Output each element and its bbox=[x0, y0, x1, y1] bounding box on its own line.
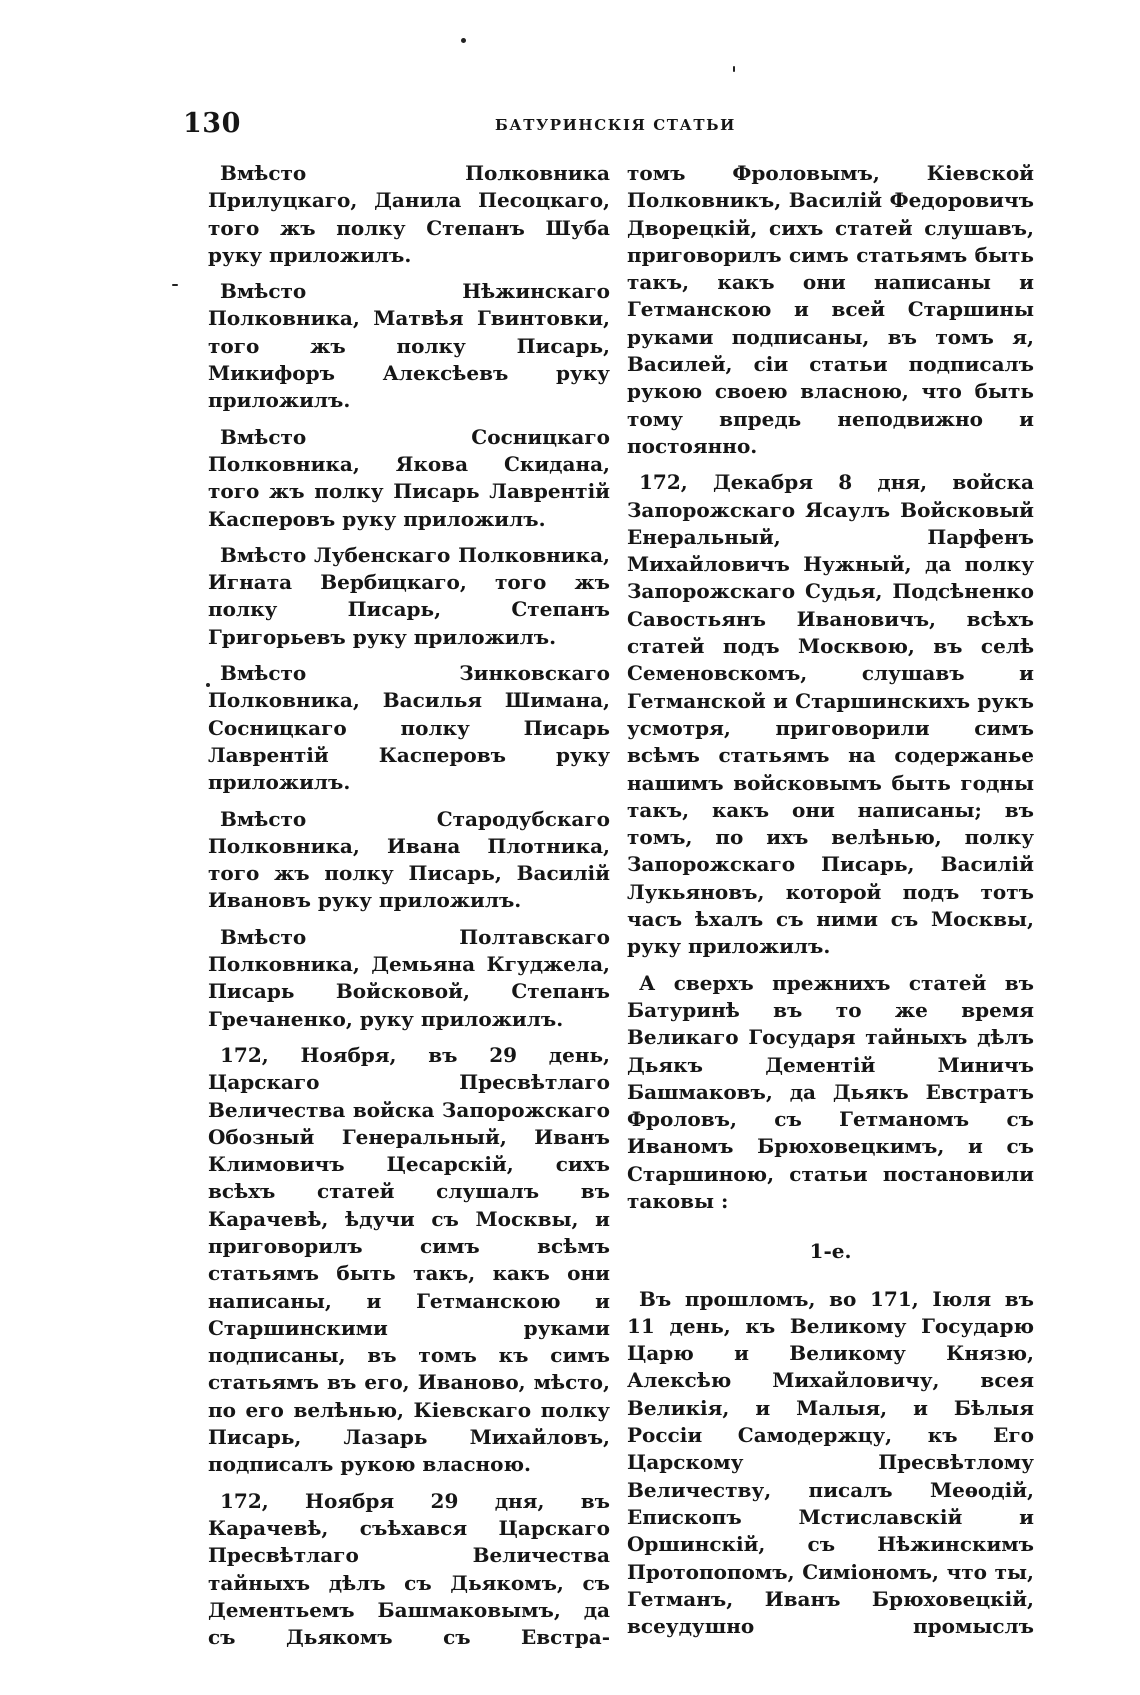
paragraph: томъ Фроловымъ, Кіевской Полковникъ, Василій Федоровичъ Дворецкій, сихъ статей слушавъ, приговорилъ симъ статьямъ быть такъ, какъ они написаны и Гетманскою и всей Старшины руками подписаны, въ томъ я, Василей, сіи статьи подписалъ рукою своею власною, что быть тому впредь неподвижно и постоянно. bbox=[627, 161, 1034, 458]
paragraph: Вмѣсто Зинковскаго Полковника, Василья Шимана, Сосницкаго полку Писарь Лаврентій Касперовъ руку приложилъ. bbox=[208, 661, 610, 795]
page-header bbox=[183, 108, 1053, 148]
print-speck bbox=[172, 284, 178, 286]
paragraph: Вмѣсто Сосницкаго Полковника, Якова Скидана, того жъ полку Писарь Лаврентій Касперовъ руку приложилъ. bbox=[208, 424, 610, 531]
paragraph: Вмѣсто Полковника Прилуцкаго, Данила Песоцкаго, того жъ полку Степанъ Шуба руку приложилъ. bbox=[208, 161, 610, 267]
paragraph: 172, Ноября 29 дня, въ Карачевѣ, съѣхався Царскаго Пресвѣтлаго Величества тайныхъ дѣлъ съ Дьякомъ, съ Дементьемъ Башмаковымъ, да съ Дьякомъ съ Евстра- bbox=[208, 1488, 610, 1650]
paragraph: 172, Декабря 8 дня, войска Запорожскаго Ясаулъ Войсковый Енеральный, Парфенъ Михайловичъ Нужный, да полку Запорожскаго Судья, Подсѣненко Савостьянъ Ивановичъ, всѣхъ статей подъ Москвою, въ селѣ Семеновскомъ, слушавъ и Гетманской и Старшинскихъ рукъ усмотря, приговорили симъ всѣмъ статьямъ на содержанье нашимъ войсковымъ быть годны такъ, какъ они написаны; въ томъ, по ихъ велѣнью, полку Запорожскаго Писарь, Василій Лукьяновъ, которой подъ тотъ часъ ѣхалъ съ ними съ Москвы, руку приложилъ. bbox=[627, 470, 1034, 959]
print-speck bbox=[733, 66, 735, 72]
paragraph: Вмѣсто Полтавскаго Полковника, Демьяна Кгуджела, Писарь Войсковой, Степанъ Гречаненко, руку приложилъ. bbox=[208, 924, 610, 1031]
paragraph: Вмѣсто Нѣжинскаго Полковника, Матвѣя Гвинтовки, того жъ полку Писарь, Микифоръ Алексѣевъ руку приложилъ. bbox=[208, 279, 610, 413]
paragraph: Вмѣсто Стародубскаго Полковника, Ивана Плотника, того жъ полку Писарь, Василій Ивановъ руку приложилъ. bbox=[208, 806, 610, 913]
section-heading: 1-е. bbox=[809, 1239, 852, 1264]
print-speck bbox=[461, 38, 466, 43]
paragraph: Въ прошломъ, во 171, Іюля въ 11 день, къ Великому Государю Царю и Великому Князю, Алексѣю Михайловичу, всея Великія, и Малыя, и Бѣлыя Россіи Самодержцу, къ Его Царскому Пресвѣтлому Величеству, писалъ Меѳодій, Епископъ Мстиславскій и Оршинскій, съ Нѣжинскимъ Протопопомъ, Симіономъ, что ты, Гетманъ, Иванъ Брюховецкій, всеудушно промыслъ bbox=[627, 1286, 1034, 1639]
left-column bbox=[208, 160, 610, 1660]
right-column bbox=[627, 160, 1034, 1649]
paragraph: Вмѣсто Лубенскаго Полковника, Игната Вербицкаго, того жъ полку Писарь, Степанъ Григорьевъ руку приложилъ. bbox=[208, 542, 610, 649]
paragraph: 172, Ноября, въ 29 день, Царскаго Пресвѣтлаго Величества войска Запорожскаго Обозный Генеральный, Иванъ Климовичъ Цесарскій, сихъ всѣхъ статей слушалъ въ Карачевѣ, ѣдучи съ Москвы, и приговорилъ симъ всѣмъ статьямъ быть такъ, какъ они написаны, и Гетманскою и Старшинскими руками подписаны, въ томъ къ симъ статьямъ въ его, Иваново, мѣсто, по его велѣнью, Кіевскаго полку Писарь, Лазарь Михайловъ, подписалъ рукою власною. bbox=[208, 1042, 610, 1477]
running-title: БАТУРИНСКІЯ СТАТЬИ bbox=[495, 116, 736, 134]
page-number: 130 bbox=[183, 108, 241, 139]
paragraph: А сверхъ прежнихъ статей въ Батуринѣ въ то же время Великаго Государя тайныхъ дѣлъ Дьякъ Дементій Миничъ Башмаковъ, да Дьякъ Евстратъ Фроловъ, съ Гетманомъ съ Иваномъ Брюховецкимъ, и съ Старшиною, статьи постановили таковы : bbox=[627, 970, 1034, 1213]
